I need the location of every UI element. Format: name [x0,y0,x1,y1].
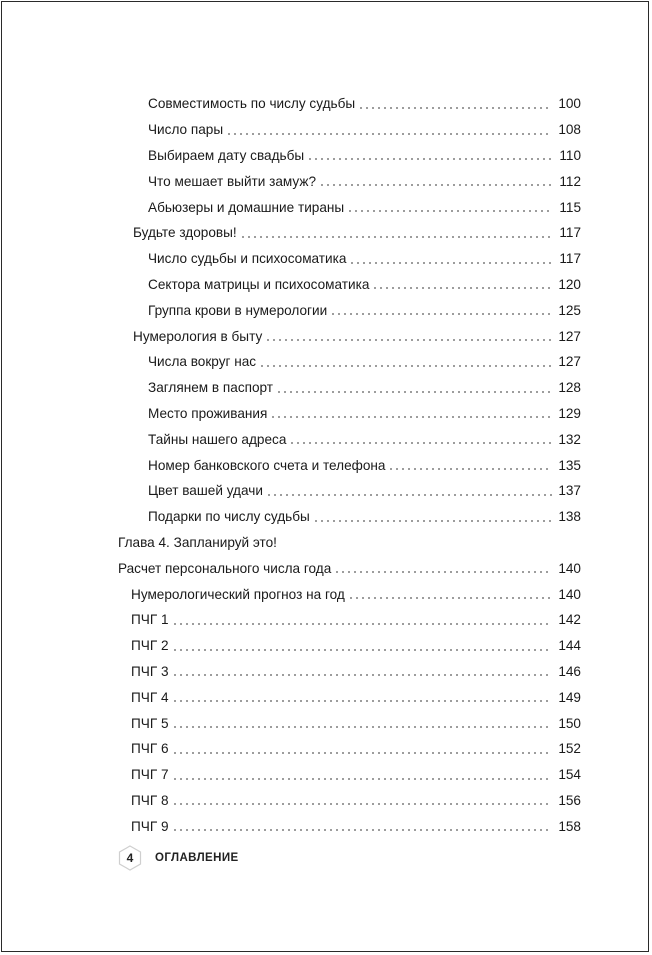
toc-entry-title: Абьюзеры и домашние тираны [148,199,345,215]
dot-leader [172,778,552,780]
toc-entry-page: 125 [558,302,581,318]
toc-entry [0,323,652,349]
toc-entry [0,349,652,375]
dot-leader [172,649,552,651]
toc-entry-title: Подарки по числу судьбы [148,509,310,525]
toc-entry-page: 140 [558,560,581,576]
toc-entry [0,710,652,736]
dot-leader [172,700,552,702]
dot-leader [270,416,552,418]
toc-entry [0,581,652,607]
toc-entry [0,375,652,401]
dot-leader [259,365,552,367]
toc-entry-title: ПЧГ 1 [131,612,169,628]
toc-entry [0,194,652,220]
toc-entry-title: ПЧГ 2 [131,638,169,654]
toc-entry-title: Цвет вашей удачи [148,483,263,499]
dot-leader [240,236,552,238]
toc-entry [0,555,652,581]
toc-entry-page: 110 [559,147,581,163]
toc-entry [0,736,652,762]
dot-leader [334,571,552,573]
toc-entry [0,272,652,298]
toc-entry-title: Номер банковского счета и телефона [148,457,386,473]
toc-entry-page: 108 [558,122,581,138]
dot-leader [266,494,552,496]
toc-entry-title: Заглянем в паспорт [148,380,274,396]
dot-leader [226,133,552,135]
dot-leader [276,391,552,393]
toc-entry-title: ПЧГ 4 [131,689,169,705]
dot-leader [313,520,552,522]
toc-entry [0,168,652,194]
toc-entry-title: Место проживания [148,405,268,421]
toc-entry [0,401,652,427]
dot-leader [347,210,552,212]
section-label: ОГЛАВЛЕНИЕ [155,852,239,864]
toc-entry [0,659,652,685]
toc-entry-title: Будьте здоровы! [133,225,237,241]
toc-entry-title: ПЧГ 9 [131,818,169,834]
toc-entry-page: 115 [559,199,581,215]
dot-leader [172,752,552,754]
toc-entry-title: Тайны нашего адреса [148,431,287,447]
toc-entry-title: ПЧГ 8 [131,792,169,808]
toc-entry-page: 137 [558,483,581,499]
table-of-contents [0,91,652,839]
dot-leader [265,339,552,341]
toc-entry-page: 129 [558,405,581,421]
dot-leader [172,829,552,831]
toc-entry-title: Глава 4. Запланируй это! [118,534,277,550]
toc-entry-page: 144 [558,638,581,654]
toc-entry-title: ПЧГ 7 [131,767,169,783]
dot-leader [372,287,552,289]
dot-leader [172,803,552,805]
toc-entry-title: Числа вокруг нас [148,354,257,370]
toc-entry-page: 117 [559,251,581,267]
toc-entry [0,684,652,710]
dot-leader [358,107,552,109]
dot-leader [349,262,552,264]
toc-entry [0,91,652,117]
toc-entry [0,143,652,169]
dot-leader [388,468,552,470]
toc-entry-page: 152 [558,741,581,757]
page-number-badge [118,845,142,871]
toc-entry-page: 135 [558,457,581,473]
toc-entry-title: Совместимость по числу судьбы [148,96,356,112]
toc-entry [0,530,652,556]
toc-entry [0,478,652,504]
toc-entry-title: Расчет персонального числа года [118,560,332,576]
toc-entry [0,762,652,788]
toc-entry [0,246,652,272]
toc-entry [0,813,652,839]
toc-entry-page: 120 [558,276,581,292]
toc-entry-page: 100 [558,96,581,112]
toc-entry-page: 112 [559,173,581,189]
toc-entry-title: ПЧГ 6 [131,741,169,757]
toc-entry [0,788,652,814]
toc-entry [0,607,652,633]
toc-entry-page: 156 [558,792,581,808]
toc-entry-page: 140 [558,586,581,602]
toc-entry [0,504,652,530]
toc-entry-title: ПЧГ 3 [131,663,169,679]
toc-entry-title: Группа крови в нумерологии [148,302,328,318]
toc-entry-title: ПЧГ 5 [131,715,169,731]
toc-entry [0,220,652,246]
toc-entry-title: Что мешает выйти замуж? [148,173,317,189]
toc-entry [0,117,652,143]
dot-leader [307,158,552,160]
dot-leader [289,442,552,444]
toc-entry-page: 146 [558,663,581,679]
dot-leader [172,726,552,728]
toc-entry-title: Сектора матрицы и психосоматика [148,276,370,292]
toc-entry-page: 158 [558,818,581,834]
toc-entry-title: Нумерологический прогноз на год [131,586,345,602]
toc-entry-page: 127 [558,354,581,370]
page-footer [118,845,239,871]
toc-entry-page: 149 [558,689,581,705]
toc-entry [0,633,652,659]
dot-leader [172,674,552,676]
toc-entry-page: 132 [558,431,581,447]
toc-entry-page: 150 [558,715,581,731]
toc-entry-page: 154 [558,767,581,783]
toc-entry [0,297,652,323]
dot-leader [172,623,552,625]
toc-entry [0,452,652,478]
dot-leader [330,313,552,315]
toc-entry-title: Число судьбы и психосоматика [148,251,347,267]
toc-entry-page: 128 [558,380,581,396]
toc-entry-page: 142 [558,612,581,628]
toc-entry [0,426,652,452]
toc-entry-title: Выбираем дату свадьбы [148,147,305,163]
dot-leader [319,184,552,186]
toc-entry-title: Нумерология в быту [133,328,263,344]
dot-leader [348,597,552,599]
toc-entry-page: 127 [558,328,581,344]
toc-entry-page: 117 [559,225,581,241]
toc-entry-title: Число пары [148,122,224,138]
page-number: 4 [126,851,134,865]
toc-entry-page: 138 [558,509,581,525]
